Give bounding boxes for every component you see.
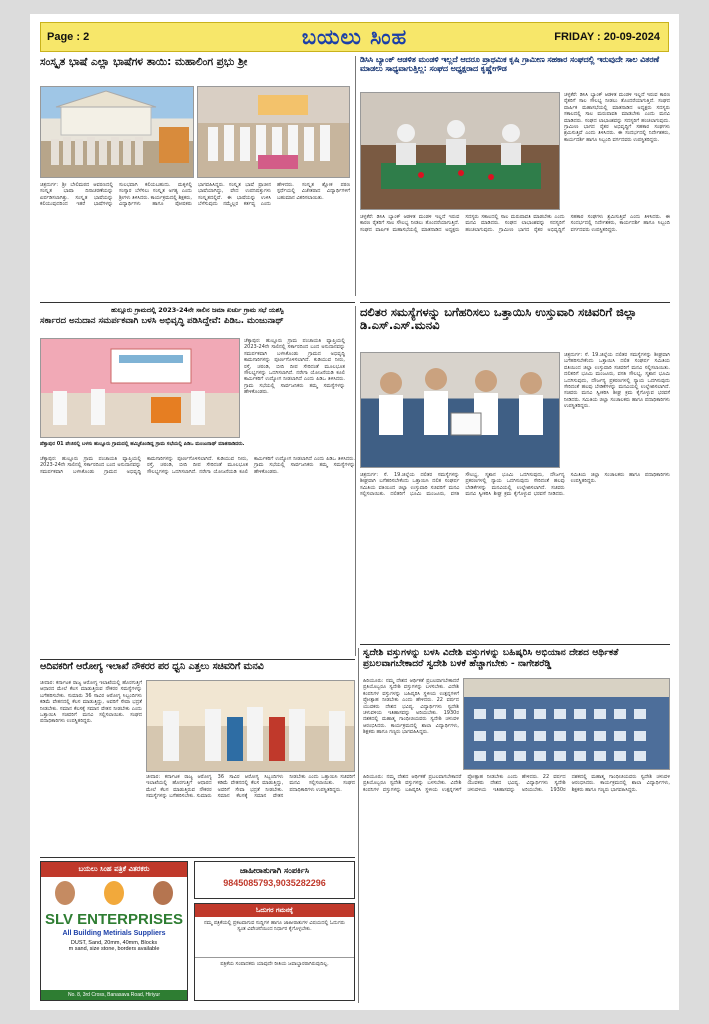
column-divider <box>355 56 356 296</box>
article-body: ಚೆಕ್ಕಾಪುರ: ಹುಲ್ಲೂರು ಗ್ರಾಮ ಪಂಚಾಯತಿ ವ್ಯಾಪ್ತಿಯಲ್ಲಿ 2023-24ನೇ ಸಾಲಿನಲ್ಲಿ ಸರ್ಕಾರದಿಂದ ಬಂದ ಅನುದಾನವನ್ನು ಸಮರ್ಪಕವಾಗಿ ಬಳಸಿಕೊಂಡು ಗ್ರಾಮದ ಅಭಿವೃದ್ಧಿ ಕಾಮಗಾರಿಗಳನ್ನು ಪೂರ್ಣಗೊಳಿಸಲಾಗಿದೆ. ಕುಡಿಯುವ ನೀರು, ರಸ್ತೆ, ಚರಂಡಿ, ಬೀದಿ ದೀಪ ಸೇರಿದಂತೆ ಮೂಲಭೂತ ಸೌಲಭ್ಯಗಳನ್ನು ಒದಗಿಸಲಾಗಿದೆ. ನರೇಗಾ ಯೋಜನೆಯಡಿ ಕೂಲಿ ಕಾರ್ಮಿಕರಿಗೆ ಉದ್ಯೋಗ ನೀಡಲಾಗಿದೆ ಎಂದು ಪಿಡಿಒ ತಿಳಿಸಿದರು. ಗ್ರಾಮ ಸಭೆಯಲ್ಲಿ ಸಾರ್ವಜನಿಕರು ತಮ್ಮ ಸಮಸ್ಯೆಗಳನ್ನು ಹೇಳಿಕೊಂಡರು. <box>40 456 355 475</box>
article-body: ಚೀದಾರ: ಕರ್ನಾಟಕ ರಾಜ್ಯ ಆರೋಗ್ಯ ಇಲಾಖೆಯಲ್ಲಿ ಹೊರಗುತ್ತಿಗೆ ಆಧಾರದ ಮೇಲೆ ಕೆಲಸ ಮಾಡುತ್ತಿರುವ ನೌಕರರ ಸಮಸ್ಯೆಗಳನ್ನು ಬಗೆಹರಿಸಬೇಕು. ಸುಮಾರು 36 ಸಾವಿರ ಆರೋಗ್ಯ ಸಿಬ್ಬಂದಿಗಳು ಕಡಿಮೆ ವೇತನದಲ್ಲಿ ಕೆಲಸ ಮಾಡುತ್ತಿದ್ದು, ಅವರಿಗೆ ಸೇವಾ ಭದ್ರತೆ ನೀಡಬೇಕು. ಸಮಾನ ಕೆಲಸಕ್ಕೆ ಸಮಾನ ವೇತನ ನೀಡಬೇಕು ಎಂದು ಒತ್ತಾಯಿಸಿ ಸಚಿವರಿಗೆ ಮನವಿ ಸಲ್ಲಿಸಲಾಯಿತು. ಸಂಘದ ಪದಾಧಿಕಾರಿಗಳು ಉಪಸ್ಥಿತರಿದ್ದರು. <box>146 774 355 800</box>
ad-tagline: All Building Metirials Suppliers <box>62 930 166 937</box>
photo-health-staff <box>146 680 355 772</box>
notice-title: ಓದುಗರ ಗಮನಕ್ಕೆ <box>195 904 354 917</box>
photo-stage-guests <box>197 86 350 178</box>
contact-phones: 9845085793,9035282296 <box>223 878 326 888</box>
ad-slv-enterprises <box>40 861 188 1001</box>
page-number: Page : 2 <box>47 31 90 43</box>
article-body: ಚಳ್ಳಕೆರೆ: ಡಿಸಿಸಿ ಬ್ಯಾಂಕ್ ಆಡಳಿತ ಮಂಡಳಿ ಇಲ್ಲದೆ ಇರುವ ಕಾರಣ ರೈತರಿಗೆ ಸಾಲ ಸೌಲಭ್ಯ ನೀಡಲು ತೊಂದರೆಯಾಗುತ್ತಿದೆ. ಸಂಘದ ವಾರ್ಷಿಕ ಮಹಾಸಭೆಯಲ್ಲಿ ಮಾತನಾಡಿದ ಅಧ್ಯಕ್ಷರು ಸದಸ್ಯರು ಸಕಾಲದಲ್ಲಿ ಸಾಲ ಮರುಪಾವತಿ ಮಾಡಬೇಕು ಎಂದು ಮನವಿ ಮಾಡಿದರು. ಸಂಘದ ಲಾಭಾಂಶವನ್ನು ಸದಸ್ಯರಿಗೆ ಹಂಚಲಾಗುವುದು. ಗ್ರಾಮೀಣ ಭಾಗದ ರೈತರ ಅಭಿವೃದ್ಧಿಗೆ ಸಹಕಾರ ಸಂಘಗಳು ಶ್ರಮಿಸುತ್ತಿವೆ ಎಂದು ತಿಳಿಸಿದರು. ಈ ಸಂದರ್ಭದಲ್ಲಿ ನಿರ್ದೇಶಕರು, ಕಾರ್ಯದರ್ಶಿ ಹಾಗೂ ಸಿಬ್ಬಂದಿ ವರ್ಗದವರು ಉಪಸ್ಥಿತರಿದ್ದರು. <box>360 214 670 233</box>
column-divider <box>355 306 356 656</box>
photo-illustration <box>198 87 350 178</box>
masthead <box>40 22 669 52</box>
photo-meeting <box>360 92 560 210</box>
ad-items: DUST, Sand, 20mm, 40mm, Blocks m sand, size stone, borders available <box>68 940 160 952</box>
photo-students-hall <box>463 678 670 770</box>
notice-text: ನಮ್ಮ ಪತ್ರಿಕೆಯಲ್ಲಿ ಪ್ರಕಟವಾಗುವ ಸುದ್ದಿಗಳ ಹಾಗೂ ಜಾಹೀರಾತುಗಳ ವಿಷಯದಲ್ಲಿ ಓದುಗರು ಸ್ವಂತ ವಿವೇಚನೆಯಿಂದ ನಿರ್ಧಾರ ಕೈಗೊಳ್ಳಬೇಕು. <box>204 920 345 933</box>
article-sanskrit <box>40 56 350 84</box>
photo-illustration <box>361 353 560 468</box>
headline: ಸ್ವದೇಶಿ ವಸ್ತುಗಳನ್ನು ಬಳಸಿ ವಿದೇಶಿ ವಸ್ತುಗಳನ್ನು ಬಹಿಷ್ಕರಿಸಿ ಅಭಿಯಾನ ದೇಶದ ಆರ್ಥಿಕತೆ ಪ್ರಬಲವಾಗಬೇಕಾದರೆ ಸ್ವದೇಶಿ ಬಳಕೆ ಹೆಚ್ಚಾಗಬೇಕು - ನಾಗೇಶರೆಡ್ಡಿ <box>363 648 619 669</box>
section-divider <box>40 659 355 660</box>
article-body: ಚಿತ್ರದುರ್ಗ: ಸೆ. 19.ಜಿಲ್ಲೆಯ ದಲಿತರ ಸಮಸ್ಯೆಗಳನ್ನು ಶೀಘ್ರವಾಗಿ ಬಗೆಹರಿಸಬೇಕೆಂದು ಒತ್ತಾಯಿಸಿ ದಲಿತ ಸಂಘರ್ಷ ಸಮಿತಿಯ ವತಿಯಿಂದ ಜಿಲ್ಲಾ ಉಸ್ತುವಾರಿ ಸಚಿವರಿಗೆ ಮನವಿ ಸಲ್ಲಿಸಲಾಯಿತು. ದಲಿತರಿಗೆ ಭೂಮಿ ಮಂಜೂರು, ವಸತಿ ಸೌಲಭ್ಯ, ಸ್ಮಶಾನ ಭೂಮಿ ಒದಗಿಸುವುದು, ದೌರ್ಜನ್ಯ ಪ್ರಕರಣಗಳಲ್ಲಿ ನ್ಯಾಯ ಒದಗಿಸುವುದು ಸೇರಿದಂತೆ ಹಲವು ಬೇಡಿಕೆಗಳನ್ನು ಮನವಿಯಲ್ಲಿ ಉಲ್ಲೇಖಿಸಲಾಗಿದೆ. ಸಚಿವರು ಮನವಿ ಸ್ವೀಕರಿಸಿ ಶೀಘ್ರ ಕ್ರಮ ಕೈಗೊಳ್ಳುವ ಭರವಸೆ ನೀಡಿದರು. ಸಮಿತಿಯ ಜಿಲ್ಲಾ ಸಂಚಾಲಕರು ಹಾಗೂ ಪದಾಧಿಕಾರಿಗಳು ಉಪಸ್ಥಿತರಿದ್ದರು. <box>360 472 670 498</box>
article-dss-memorandum <box>360 306 670 346</box>
headline: ಆದಿವಕರಿಗೆ ಆರೋಗ್ಯ ಇಲಾಖೆ ನೌಕರರ ಪರ ಧ್ವನಿ ಎತ್ತಲು ಸಚಿವರಿಗೆ ಮನವಿ <box>40 662 264 672</box>
issue-date: FRIDAY : 20-09-2024 <box>554 31 660 43</box>
ad-contact <box>194 861 355 899</box>
column-divider <box>358 648 359 1003</box>
photo-illustration <box>464 679 670 770</box>
contact-title: ಜಾಹೀರಾತುಗಾಗಿ ಸಂಪರ್ಕಿಸಿ <box>239 866 310 875</box>
photo-illustration <box>41 87 194 178</box>
article-body-side: ಚಿತ್ರದುರ್ಗ: ಸೆ. 19.ಜಿಲ್ಲೆಯ ದಲಿತರ ಸಮಸ್ಯೆಗಳನ್ನು ಶೀಘ್ರವಾಗಿ ಬಗೆಹರಿಸಬೇಕೆಂದು ಒತ್ತಾಯಿಸಿ ದಲಿತ ಸಂಘರ್ಷ ಸಮಿತಿಯ ವತಿಯಿಂದ ಜಿಲ್ಲಾ ಉಸ್ತುವಾರಿ ಸಚಿವರಿಗೆ ಮನವಿ ಸಲ್ಲಿಸಲಾಯಿತು. ದಲಿತರಿಗೆ ಭೂಮಿ ಮಂಜೂರು, ವಸತಿ ಸೌಲಭ್ಯ, ಸ್ಮಶಾನ ಭೂಮಿ ಒದಗಿಸುವುದು, ದೌರ್ಜನ್ಯ ಪ್ರಕರಣಗಳಲ್ಲಿ ನ್ಯಾಯ ಒದಗಿಸುವುದು ಸೇರಿದಂತೆ ಹಲವು ಬೇಡಿಕೆಗಳನ್ನು ಮನವಿಯಲ್ಲಿ ಉಲ್ಲೇಖಿಸಲಾಗಿದೆ. ಸಚಿವರು ಮನವಿ ಸ್ವೀಕರಿಸಿ ಶೀಘ್ರ ಕ್ರಮ ಕೈಗೊಳ್ಳುವ ಭರವಸೆ ನೀಡಿದರು. ಸಮಿತಿಯ ಜಿಲ್ಲಾ ಸಂಚಾಲಕರು ಹಾಗೂ ಪದಾಧಿಕಾರಿಗಳು ಉಪಸ್ಥಿತರಿದ್ದರು. <box>564 352 670 410</box>
ad-top-bar: ಬಯಲು ಸಿಂಹ ಪತ್ರಿಕೆ ವಿತರಕರು <box>41 862 187 877</box>
newspaper-title: ಬಯಲು ಸಿಂಹ <box>301 25 408 49</box>
headline: ಡಿಸಿಸಿ ಬ್ಯಾಂಕ್ ಆಡಳಿತ ಮಂಡಳಿ ಇಲ್ಲದೆ ಆದರೂ ಪ್ರಾಥಮಿಕ ಕೃಷಿ ಗ್ರಾಮೀಣ ಸಹಕಾರ ಸಂಘದಲ್ಲಿ ಇರುವುದೇ ಸಾಲ ವಿತರಣೆ ಮಾಡಲು ಸಾಧ್ಯವಾಗುತ್ತಿಲ್ಲ: ಸಂಘದ ಅಧ್ಯಕ್ಷರಾದ ಕೃಷ್ಣೇಗೌಡ <box>360 56 660 73</box>
article-body-side: ಚಳ್ಳಕೆರೆ: ಡಿಸಿಸಿ ಬ್ಯಾಂಕ್ ಆಡಳಿತ ಮಂಡಳಿ ಇಲ್ಲದೆ ಇರುವ ಕಾರಣ ರೈತರಿಗೆ ಸಾಲ ಸೌಲಭ್ಯ ನೀಡಲು ತೊಂದರೆಯಾಗುತ್ತಿದೆ. ಸಂಘದ ವಾರ್ಷಿಕ ಮಹಾಸಭೆಯಲ್ಲಿ ಮಾತನಾಡಿದ ಅಧ್ಯಕ್ಷರು ಸದಸ್ಯರು ಸಕಾಲದಲ್ಲಿ ಸಾಲ ಮರುಪಾವತಿ ಮಾಡಬೇಕು ಎಂದು ಮನವಿ ಮಾಡಿದರು. ಸಂಘದ ಲಾಭಾಂಶವನ್ನು ಸದಸ್ಯರಿಗೆ ಹಂಚಲಾಗುವುದು. ಗ್ರಾಮೀಣ ಭಾಗದ ರೈತರ ಅಭಿವೃದ್ಧಿಗೆ ಸಹಕಾರ ಸಂಘಗಳು ಶ್ರಮಿಸುತ್ತಿವೆ ಎಂದು ತಿಳಿಸಿದರು. ಈ ಸಂದರ್ಭದಲ್ಲಿ ನಿರ್ದೇಶಕರು, ಕಾರ್ಯದರ್ಶಿ ಹಾಗೂ ಸಿಬ್ಬಂದಿ ವರ್ಗದವರು ಉಪಸ್ಥಿತರಿದ್ದರು. <box>564 92 670 143</box>
photo-illustration <box>147 681 355 772</box>
om-icon <box>104 881 124 905</box>
person-photo <box>55 881 75 905</box>
photo-village-meeting <box>40 338 240 438</box>
photo-caption: ಪೆತ್ತಾಪುರ 01 ಪೇಜಿನಲ್ಲಿ ಬಳಸು ಹುಲ್ಲೂರು ಗ್ರಾಮದಲ್ಲಿ ಹಮ್ಮಿಕೊಂಡಿದ್ದ ಗ್ರಾಮ ಸಭೆಯಲ್ಲಿ ಪಿಡಿಒ ಮಂಜುನಾಥ್ ಮಾತನಾಡಿದರು. <box>40 441 245 447</box>
article-health-staff <box>40 662 355 676</box>
kicker: ಹುಲ್ಲೂರು ಗ್ರಾಮದಲ್ಲಿ 2023-24ನೇ ಸಾಲಿನ ಜಮಾ ಖರ್ಚು ಗ್ರಾಮ ಸಭೆ ಯಶಸ್ವಿ <box>111 306 284 314</box>
section-divider <box>360 302 670 303</box>
headline: ದಲಿತರ ಸಮಸ್ಯೆಗಳನ್ನು ಬಗೆಹರಿಸಲು ಒತ್ತಾಯಿಸಿ ಉಸ್ತುವಾರಿ ಸಚಿವರಿಗೆ ಜಿಲ್ಲಾ ಡಿ.ಎಸ್.ಎಸ್.ಮನವಿ <box>360 306 637 333</box>
person-photo <box>153 881 173 905</box>
photo-illustration <box>41 339 240 438</box>
article-dcc-bank <box>360 56 670 88</box>
article-body-side: ಚೆಕ್ಕಾಪುರ: ಹುಲ್ಲೂರು ಗ್ರಾಮ ಪಂಚಾಯತಿ ವ್ಯಾಪ್ತಿಯಲ್ಲಿ 2023-24ನೇ ಸಾಲಿನಲ್ಲಿ ಸರ್ಕಾರದಿಂದ ಬಂದ ಅನುದಾನವನ್ನು ಸಮರ್ಪಕವಾಗಿ ಬಳಸಿಕೊಂಡು ಗ್ರಾಮದ ಅಭಿವೃದ್ಧಿ ಕಾಮಗಾರಿಗಳನ್ನು ಪೂರ್ಣಗೊಳಿಸಲಾಗಿದೆ. ಕುಡಿಯುವ ನೀರು, ರಸ್ತೆ, ಚರಂಡಿ, ಬೀದಿ ದೀಪ ಸೇರಿದಂತೆ ಮೂಲಭೂತ ಸೌಲಭ್ಯಗಳನ್ನು ಒದಗಿಸಲಾಗಿದೆ. ನರೇಗಾ ಯೋಜನೆಯಡಿ ಕೂಲಿ ಕಾರ್ಮಿಕರಿಗೆ ಉದ್ಯೋಗ ನೀಡಲಾಗಿದೆ ಎಂದು ಪಿಡಿಒ ತಿಳಿಸಿದರು. ಗ್ರಾಮ ಸಭೆಯಲ್ಲಿ ಸಾರ್ವಜನಿಕರು ತಮ್ಮ ಸಮಸ್ಯೆಗಳನ್ನು ಹೇಳಿಕೊಂಡರು. <box>244 338 345 396</box>
photo-illustration <box>361 93 560 210</box>
article-swadeshi <box>363 648 670 674</box>
photo-temple-gathering <box>40 86 194 178</box>
notice-text: ಪತ್ರಿಕೆಯ ಸಂಪಾದಕರು ಯಾವುದೇ ರೀತಿಯ ಜವಾಬ್ದಾರರಾಗಿರುವುದಿಲ್ಲ. <box>195 957 354 997</box>
article-body: ಹಿರಿಯೂರು: ನಮ್ಮ ದೇಶದ ಆರ್ಥಿಕತೆ ಪ್ರಬಲವಾಗಬೇಕಾದರೆ ಪ್ರತಿಯೊಬ್ಬರೂ ಸ್ವದೇಶಿ ವಸ್ತುಗಳನ್ನು ಬಳಸಬೇಕು. ವಿದೇಶಿ ಕಂಪನಿಗಳ ವಸ್ತುಗಳನ್ನು ಬಹಿಷ್ಕರಿಸಿ ಸ್ಥಳೀಯ ಉತ್ಪನ್ನಗಳಿಗೆ ಪ್ರೋತ್ಸಾಹ ನೀಡಬೇಕು ಎಂದು ಹೇಳಿದರು. 22 ವರ್ಷದ ಯುವಕರು ದೇಶದ ಭವಿಷ್ಯ. ವಿದ್ಯಾರ್ಥಿಗಳು ಸ್ವದೇಶಿ ಚಳುವಳಿಯ ಇತಿಹಾಸವನ್ನು ಅರಿಯಬೇಕು. 1930ರ ದಶಕದಲ್ಲಿ ಮಹಾತ್ಮ ಗಾಂಧೀಜಿಯವರು ಸ್ವದೇಶಿ ಚಳುವಳಿ ಆರಂಭಿಸಿದರು. ಕಾರ್ಯಕ್ರಮದಲ್ಲಿ ಶಾಲಾ ವಿದ್ಯಾರ್ಥಿಗಳು, ಶಿಕ್ಷಕರು ಹಾಗೂ ಗಣ್ಯರು ಭಾಗವಹಿಸಿದ್ದರು. <box>363 774 670 793</box>
reader-notice <box>194 903 355 1001</box>
ad-portraits <box>41 877 187 907</box>
newspaper-page <box>30 14 679 1010</box>
headline: ಸರ್ಕಾರದ ಅನುದಾನ ಸಮರ್ಪಕವಾಗಿ ಬಳಸಿ ಅಭಿವೃದ್ಧಿ ಪಡಿಸಿದ್ದೇವೆ: ಪಿಡಿಒ. ಮಂಜುನಾಥ್ <box>40 317 284 326</box>
section-divider <box>40 302 355 303</box>
headline: ಸಂಸ್ಕೃತ ಭಾಷೆ ಎಲ್ಲಾ ಭಾಷೆಗಳ ತಾಯಿ: ಮಹಾಲಿಂಗ ಪ್ರಭು ಶ್ರೀ <box>40 56 248 68</box>
section-divider <box>360 644 670 645</box>
article-body: ಚಿತ್ರದುರ್ಗ: ಶ್ರೀ ಬೇಲಿಮಠದ ಆವರಣದಲ್ಲಿ ಸಂಸ್ಕೃತ ಭಾಷಾ ದಿನಾಚರಣೆಯನ್ನು ಏರ್ಪಡಿಸಲಾಗಿತ್ತು. ಸಂಸ್ಕೃತ ಭಾಷೆಯನ್ನು ಕಲಿಯುವುದರಿಂದ ಇತರೆ ಭಾಷೆಗಳನ್ನು ಸುಲಭವಾಗಿ ಕಲಿಯಬಹುದು. ಮಕ್ಕಳಲ್ಲಿ ಸಂಸ್ಕಾರ ಬೆಳೆಸಲು ಸಂಸ್ಕೃತ ಅಗತ್ಯ ಎಂದು ಶ್ರೀಗಳು ತಿಳಿಸಿದರು. ಕಾರ್ಯಕ್ರಮದಲ್ಲಿ ಶಿಕ್ಷಕರು, ವಿದ್ಯಾರ್ಥಿಗಳು ಹಾಗೂ ಪೋಷಕರು ಭಾಗವಹಿಸಿದ್ದರು. ಸಂಸ್ಕೃತ ಭಾಷೆ ಪ್ರಾಚೀನ ಭಾಷೆಯಾಗಿದ್ದು, ವೇದ ಉಪನಿಷತ್ತುಗಳು ಸಂಸ್ಕೃತದಲ್ಲಿವೆ. ಈ ಭಾಷೆಯನ್ನು ಉಳಿಸಿ ಬೆಳೆಸುವುದು ನಮ್ಮೆಲ್ಲರ ಕರ್ತವ್ಯ ಎಂದು ಹೇಳಿದರು. ಸಂಸ್ಕೃತ ಶ್ಲೋಕ ಪಠಣ ಸ್ಪರ್ಧೆಯಲ್ಲಿ ವಿಜೇತರಾದ ವಿದ್ಯಾರ್ಥಿಗಳಿಗೆ ಬಹುಮಾನ ವಿತರಿಸಲಾಯಿತು. <box>40 182 350 208</box>
article-body-side: ಹಿರಿಯೂರು: ನಮ್ಮ ದೇಶದ ಆರ್ಥಿಕತೆ ಪ್ರಬಲವಾಗಬೇಕಾದರೆ ಪ್ರತಿಯೊಬ್ಬರೂ ಸ್ವದೇಶಿ ವಸ್ತುಗಳನ್ನು ಬಳಸಬೇಕು. ವಿದೇಶಿ ಕಂಪನಿಗಳ ವಸ್ತುಗಳನ್ನು ಬಹಿಷ್ಕರಿಸಿ ಸ್ಥಳೀಯ ಉತ್ಪನ್ನಗಳಿಗೆ ಪ್ರೋತ್ಸಾಹ ನೀಡಬೇಕು ಎಂದು ಹೇಳಿದರು. 22 ವರ್ಷದ ಯುವಕರು ದೇಶದ ಭವಿಷ್ಯ. ವಿದ್ಯಾರ್ಥಿಗಳು ಸ್ವದೇಶಿ ಚಳುವಳಿಯ ಇತಿಹಾಸವನ್ನು ಅರಿಯಬೇಕು. 1930ರ ದಶಕದಲ್ಲಿ ಮಹಾತ್ಮ ಗಾಂಧೀಜಿಯವರು ಸ್ವದೇಶಿ ಚಳುವಳಿ ಆರಂಭಿಸಿದರು. ಕಾರ್ಯಕ್ರಮದಲ್ಲಿ ಶಾಲಾ ವಿದ್ಯಾರ್ಥಿಗಳು, ಶಿಕ್ಷಕರು ಹಾಗೂ ಗಣ್ಯರು ಭಾಗವಹಿಸಿದ್ದರು. <box>363 678 459 736</box>
article-grama-sabha <box>40 306 355 339</box>
article-body-side: ಚೀದಾರ: ಕರ್ನಾಟಕ ರಾಜ್ಯ ಆರೋಗ್ಯ ಇಲಾಖೆಯಲ್ಲಿ ಹೊರಗುತ್ತಿಗೆ ಆಧಾರದ ಮೇಲೆ ಕೆಲಸ ಮಾಡುತ್ತಿರುವ ನೌಕರರ ಸಮಸ್ಯೆಗಳನ್ನು ಬಗೆಹರಿಸಬೇಕು. ಸುಮಾರು 36 ಸಾವಿರ ಆರೋಗ್ಯ ಸಿಬ್ಬಂದಿಗಳು ಕಡಿಮೆ ವೇತನದಲ್ಲಿ ಕೆಲಸ ಮಾಡುತ್ತಿದ್ದು, ಅವರಿಗೆ ಸೇವಾ ಭದ್ರತೆ ನೀಡಬೇಕು. ಸಮಾನ ಕೆಲಸಕ್ಕೆ ಸಮಾನ ವೇತನ ನೀಡಬೇಕು ಎಂದು ಒತ್ತಾಯಿಸಿ ಸಚಿವರಿಗೆ ಮನವಿ ಸಲ್ಲಿಸಲಾಯಿತು. ಸಂಘದ ಪದಾಧಿಕಾರಿಗಳು ಉಪಸ್ಥಿತರಿದ್ದರು. <box>40 680 142 725</box>
section-divider <box>40 857 355 858</box>
ad-footer: No. 8, 3rd Cross, Banasava Road, Hiriyur <box>41 990 187 1000</box>
ad-company-name: SLV ENTERPRISES <box>44 911 184 928</box>
photo-minister-memorandum <box>360 352 560 468</box>
